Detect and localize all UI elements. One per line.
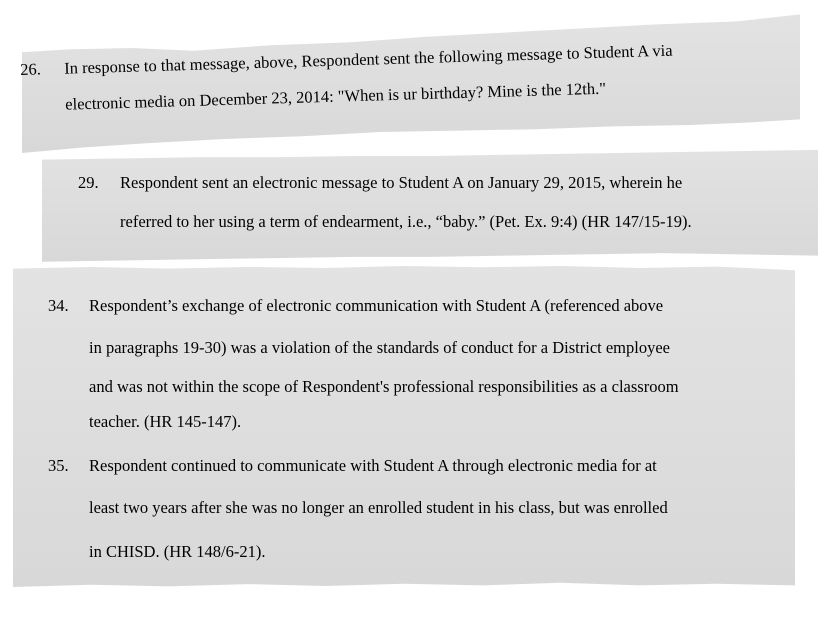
paragraph-line: Respondent sent an electronic message to Student A on January 29, 2015, wherein he xyxy=(120,173,683,192)
paragraph-line: least two years after she was no longer an enrolled student in his class, but was enrolled xyxy=(89,498,668,517)
torn-paper-strip-1 xyxy=(19,13,800,153)
paragraph-line: and was not within the scope of Respondent's professional responsibilities as a classroom xyxy=(89,377,679,396)
paragraph-number: 29. xyxy=(78,173,99,192)
paragraph-line: in CHISD. (HR 148/6-21). xyxy=(89,542,266,561)
paragraph-line: Respondent’s exchange of electronic communication with Student A (referenced above xyxy=(89,296,664,315)
paragraph-line: referred to her using a term of endearment, i.e., “baby.” (Pet. Ex. 9:4) (HR 147/15-19). xyxy=(120,212,692,231)
torn-paper-strip-2 xyxy=(42,140,818,263)
paragraph-line: teacher. (HR 145-147). xyxy=(89,412,242,431)
paragraph-line: Respondent continued to communicate with Student A through electronic media for at xyxy=(89,456,657,475)
paragraph-number: 26. xyxy=(19,59,42,79)
paragraph-line: In response to that message, above, Respondent sent the following message to Student A via xyxy=(63,40,673,78)
paragraph-number: 35. xyxy=(48,456,69,475)
paragraph-line: electronic media on December 23, 2014: "When is ur birthday? Mine is the 12th." xyxy=(64,78,607,114)
paragraph-line: in paragraphs 19-30) was a violation of the standards of conduct for a District employee xyxy=(89,338,670,357)
paragraph-number: 34. xyxy=(48,296,69,315)
